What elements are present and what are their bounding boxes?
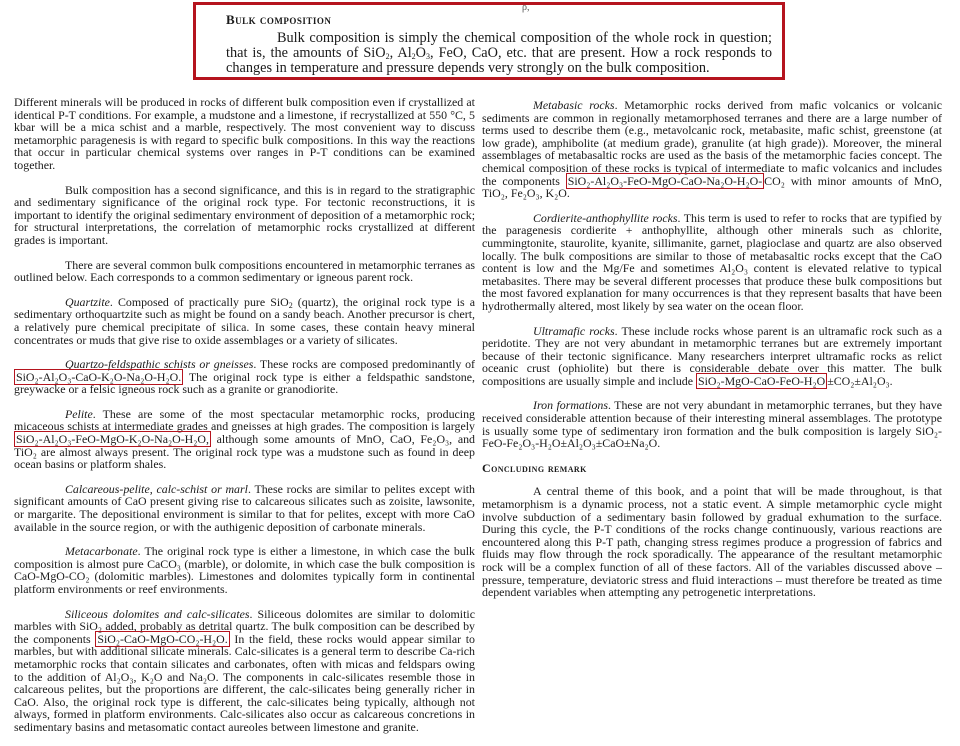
bulk-composition-callout <box>193 2 785 80</box>
section-title: Quartzo-feldspathic schists or gneisses <box>65 357 254 372</box>
section-text: . This term is used to refer to rocks that are typified by the paragenesis cordierite + anthophyllite, although other minerals such as chlorite, cummingtonite, staurolite, kyanite, sillimanite, garnet, plagioclase and quartz are also observed locally. The bulk compositions are similar to those of metabasaltic rocks except that the CaO content is low and the Mg/Fe and sometimes Al₂O₃ content is elevated relative to typical metabasites. There may be several different processes that produce these bulk compositions but the most favored explanation for many occurrences is that they represent basalts that have been hydrothermally altered, most likely by sea water on the ocean floor. <box>482 210 942 313</box>
section-title: Iron formations <box>533 398 608 413</box>
section-text: . These are some of the most spectacular metamorphic rocks, producing micaceous schists at intermediate grades and gneisses at high grades. The composition is largely <box>14 406 475 434</box>
section-title: Cordierite-anthophyllite rocks <box>533 210 678 225</box>
highlighted-formula: SiO₂-MgO-CaO-FeO-H₂O <box>698 373 826 388</box>
section-title: Calcareous-pelite, calc-schist or marl <box>65 481 248 496</box>
section-quartzo-feldspathic <box>14 358 475 396</box>
highlighted-formula: SiO₂-CaO-MgO-CO₂-H₂O. <box>97 631 228 646</box>
section-text: . The original rock type is either a limestone, in which case the bulk composition is almost pure CaCO₃ (marble), or dolomite, in which case the bulk composition is CaO-MgO-CO₂ (dolomitic marbles). Limestones and dolomites typically form in continental platform environments or reef environments. <box>14 544 475 596</box>
subscript: 3 <box>426 52 430 61</box>
section-text: . These rocks are composed predominantly of <box>253 357 475 372</box>
section-title: Pelite <box>65 406 93 421</box>
highlighted-formula: SiO₂-Al₂O₃-FeO-MgO-K₂O-Na₂O-H₂O, <box>16 432 209 447</box>
subscript: 2 <box>385 52 390 61</box>
paragraph-significance: Bulk composition has a second significance, and this is in regard to the stratigraphic and sedimentary significance of the original rock type. For tectonic reconstructions, it is important to identify the original sedimentary environment of deposition of a metamorphic rock; for structural interpretations, the correlation of metamorphic rocks crystallized at different grades is important. <box>14 182 475 247</box>
section-title: Metacarbonate <box>65 544 138 559</box>
concluding-paragraph: A central theme of this book, and a point that will be made throughout, is that metamorphism is a dynamic process, not a static event. A simple metamorphic cycle might involve subduction of a sedimentary basin followed by gradual exhumation to the surface. During this cycle, the P-T conditions of the rocks change continuously, various reactions are encountered along this P-T path, changing stress regimes produce a progression of fabrics and fluids may flow through the rock sporadically. The appearance of the resultant metamorphic rock will be a complex function of all of these factors. All of the variables discussed above – pressure, temperature, deviatoric stress and fluid interactions – must therefore be treated as time dependent variables when attempting any petrogenetic interpretations. <box>482 484 942 600</box>
section-cordierite <box>482 212 942 313</box>
section-pelite <box>14 408 475 471</box>
subscript: 2 <box>411 52 416 61</box>
handwritten-mark: ρ, <box>522 2 530 13</box>
section-calcareous-pelite <box>14 483 475 533</box>
subscript: 2 <box>288 300 293 310</box>
section-text: . These are not very abundant in metamorphic terranes, but they have received considerable attention because of their interesting mineral assemblages. The prototype is usually some type of sedimentary iron formation and the bulk composition is largely SiO₂-FeO-Fe₂O₃-H₂O±Al₂O₃±CaO±Na₂O. <box>482 398 942 451</box>
section-text: (quartz), the original rock type is a sedimentary orthoquartzite such as might be found on a sandy beach. Another precursor is chert, a relatively pure chemical precipitate of silica. In some cases, these contain heavy mineral concentrates or muds that give rise to oxide assemblages or a variety of silicates. <box>14 294 476 347</box>
section-iron-formations <box>482 399 942 449</box>
callout-text-part: , Al <box>389 45 412 61</box>
section-text: although some amounts of MnO, CaO, Fe₂O₃, and TiO₂ are almost always present. The original rock type was a mudstone such as found in deep ocean basins or platform shales. <box>14 432 475 472</box>
callout-title: Bulk composition <box>226 12 332 27</box>
section-ultramafic <box>482 325 942 388</box>
section-text: CO₂ with minor amounts of MnO, TiO₂, Fe₂O₃, K₂O. <box>482 173 942 201</box>
left-column <box>14 96 475 746</box>
section-siliceous-dolomites <box>14 608 475 734</box>
section-text: . These rocks are similar to pelites except with significant amounts of CaO present giving rise to calcareous silicates such as zoisite, lawsonite, or margarite. The depositional environment is similar to that for pelites, except with more CaO available in the source region, or with the authigenic deposition of carbonate minerals. <box>14 481 476 534</box>
section-text: The original rock type is either a feldspathic sandstone, greywacke or a felsic igneous rock such as a granite or granodiorite. <box>14 369 475 397</box>
section-title: Ultramafic rocks <box>533 323 615 338</box>
right-column <box>482 99 942 611</box>
section-text: . Metamorphic rocks derived from mafic volcanics or volcanic sediments are common in regionally metamorphosed terranes and there are a large number of terms used to describe them (e.g., metavolcanic rock, metabasite, mafic schist, greenstone (at low grade), amphibolite (at medium grade), granulite (at high grade)). Moreover, the mineral assemblages of metabasaltic rocks are used as the basis of the metamorphic facies concept. The chemical composition of these rocks is typical of intermediate to mafic volcanics and includes the components <box>482 98 942 188</box>
section-title: Metabasic rocks <box>533 98 615 112</box>
section-title: Quartzite <box>65 294 110 309</box>
concluding-heading: Concluding remark <box>482 460 587 475</box>
section-text: In the field, these rocks would appear similar to marbles, but with additional silicate minerals. Calc-silicates is a general term to describe Ca-rich metamorphic rocks that contain silicates and carbonates, often with micas and feldspars owing to the addition of Al₂O₃, K₂O and Na₂O. The components in calc-silicates resemble those in calcareous pelites, but the proportions are different, the calc-silicates being generally richer in CaO. Also, the original rock type is different, the calc-silicates being typically, although not always, formed in platform environments. Calc-silicates also occur as calcareous concretions in sedimentary basins and metasomatic contact aureoles between limestone and granite. <box>14 631 475 734</box>
section-text: . Siliceous dolomites are similar to dolomitic marbles with SiO₂ added, probably as detrital quartz. The bulk composition can be described by the components <box>14 606 475 646</box>
section-title: Siliceous dolomites and calc-silicates <box>65 606 250 621</box>
highlighted-formula: SiO₂-Al₂O₃-CaO-K₂O-Na₂O-H₂O. <box>16 369 182 384</box>
highlighted-formula: SiO₂-Al₂O₃-FeO-MgO-CaO-Na₂O-H₂O- <box>567 173 763 188</box>
section-quartzite <box>14 296 475 346</box>
callout-text-part: , FeO, CaO, etc. that are present. How a rock responds to changes in temperature and pressure depends very strongly on the bulk composition. <box>226 45 772 76</box>
paragraph-intro: Different minerals will be produced in rocks of different bulk composition even if crystallized at identical P-T conditions. For example, a mudstone and a limestone, if recrystallized at 550 °C, 5 kbar will be a mica schist and a marble, respectively. The most convenient way to discuss metamorphic paragenesis is with regard to specific bulk compositions. In this way the reactions that occur in particular chemical systems over ranges in P-T conditions can be examined together. <box>14 95 475 172</box>
section-text: . Composed of practically pure SiO <box>109 294 289 309</box>
section-text: . These include rocks whose parent is an ultramafic rock such as a peridotite. They are not very abundant in metamorphic terranes but are extremely important because of their tectonic significance. Many researchers interpret ultramafic rocks as relict oceanic crust (ophiolite) but there is considerable debate over this matter. The bulk compositions are usually simple and include <box>482 323 942 388</box>
section-metabasic <box>482 99 942 200</box>
callout-text-part: O <box>415 45 426 61</box>
section-metacarbonate <box>14 545 475 595</box>
section-text: ±CO₂±Al₂O₃. <box>827 373 893 388</box>
callout-text-part: Bulk composition is simply the chemical composition of the whole rock in question; that is, the amounts of SiO <box>226 30 772 61</box>
callout-text <box>226 31 772 76</box>
paragraph-overview: There are several common bulk compositions encountered in metamorphic terranes as outlined below. Each corresponds to a common sedimentary or igneous parent rock. <box>14 257 475 285</box>
